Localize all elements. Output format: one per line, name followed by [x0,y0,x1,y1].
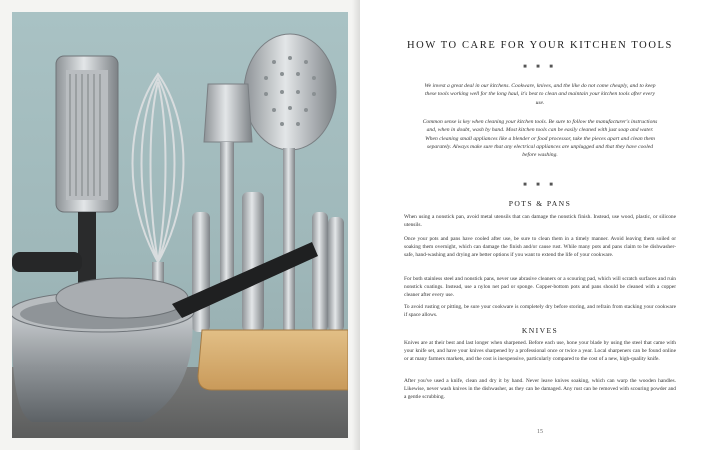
right-page [360,0,720,450]
ornament-divider: ■ ■ ■ [523,182,557,188]
section-heading-pots-pans: POTS & PANS [508,199,572,208]
kitchen-tools-photo [12,12,348,438]
ornament-divider: ■ ■ ■ [523,64,557,70]
body-paragraph: When using a nonstick pan, avoid metal utensils that can damage the nonstick finish. Instead, use wood, plastic, or silicone utensils. [404,214,676,228]
body-paragraph: After you've used a knife, clean and dry it by hand. Never leave knives soaking, which can warp the wooden handles. Likewise, never wash knives in the dishwasher, as they can be damaged. Any rust can be removed with scouring powder and a gentle scrubbing. [404,378,676,400]
kitchen-tools-illustration [12,12,348,438]
body-paragraph: For both stainless steel and nonstick pans, never use abrasive cleaners or a scouring pad, which will scratch surfaces and ruin nonstick coatings. Instead, use a nylon net pad or sponge. Copper-bottom pots and pans should be cleaned with a copper cleaner after every use. [404,276,676,298]
body-paragraph: To avoid rusting or pitting, be sure your cookware is completely dry before storing, and refrain from stacking your cookware if space allows. [404,304,676,318]
intro-paragraph: We invest a great deal in our kitchens. Cookware, knives, and the like do not come cheaply, and to keep these tools working well for the long haul, it's best to clean and maintain your kitchen tools after every use. [424,83,656,106]
intro-paragraph: Common sense is key when cleaning your kitchen tools. Be sure to follow the manufacturer's instructions and, when in doubt, wash by hand. Most kitchen tools can be easily cleaned with just soap and water. When cleaning small appliances like a blender or food processor, take the pieces apart and clean them separately. Always make sure that any electrical appliances are unplugged and that they have cooled before washing. [422,119,658,159]
page-number: 15 [537,429,543,435]
body-paragraph: Once your pots and pans have cooled after use, be sure to clean them in a timely manner. Avoid leaving them soiled or soaking them overnight, which can damage the finish and/or cause rust. While many pots and pans claim to be dishwasher-safe, hand-washing and drying are better options if you want to extend the life of your cookware. [404,236,676,258]
section-heading-knives: KNIVES [521,326,559,335]
body-paragraph: Knives are at their best and last longer when sharpened. Before each use, hone your blade by using the steel that came with your knife set, and have your knives sharpened by a professional once or twice a year. Local sharpeners can be found online or at many farmers markets, and the cost is inexpensive, particularly compared to the cost of a new, high-quality knife. [404,340,676,362]
page-title: HOW TO CARE FOR YOUR KITCHEN TOOLS [407,40,673,51]
